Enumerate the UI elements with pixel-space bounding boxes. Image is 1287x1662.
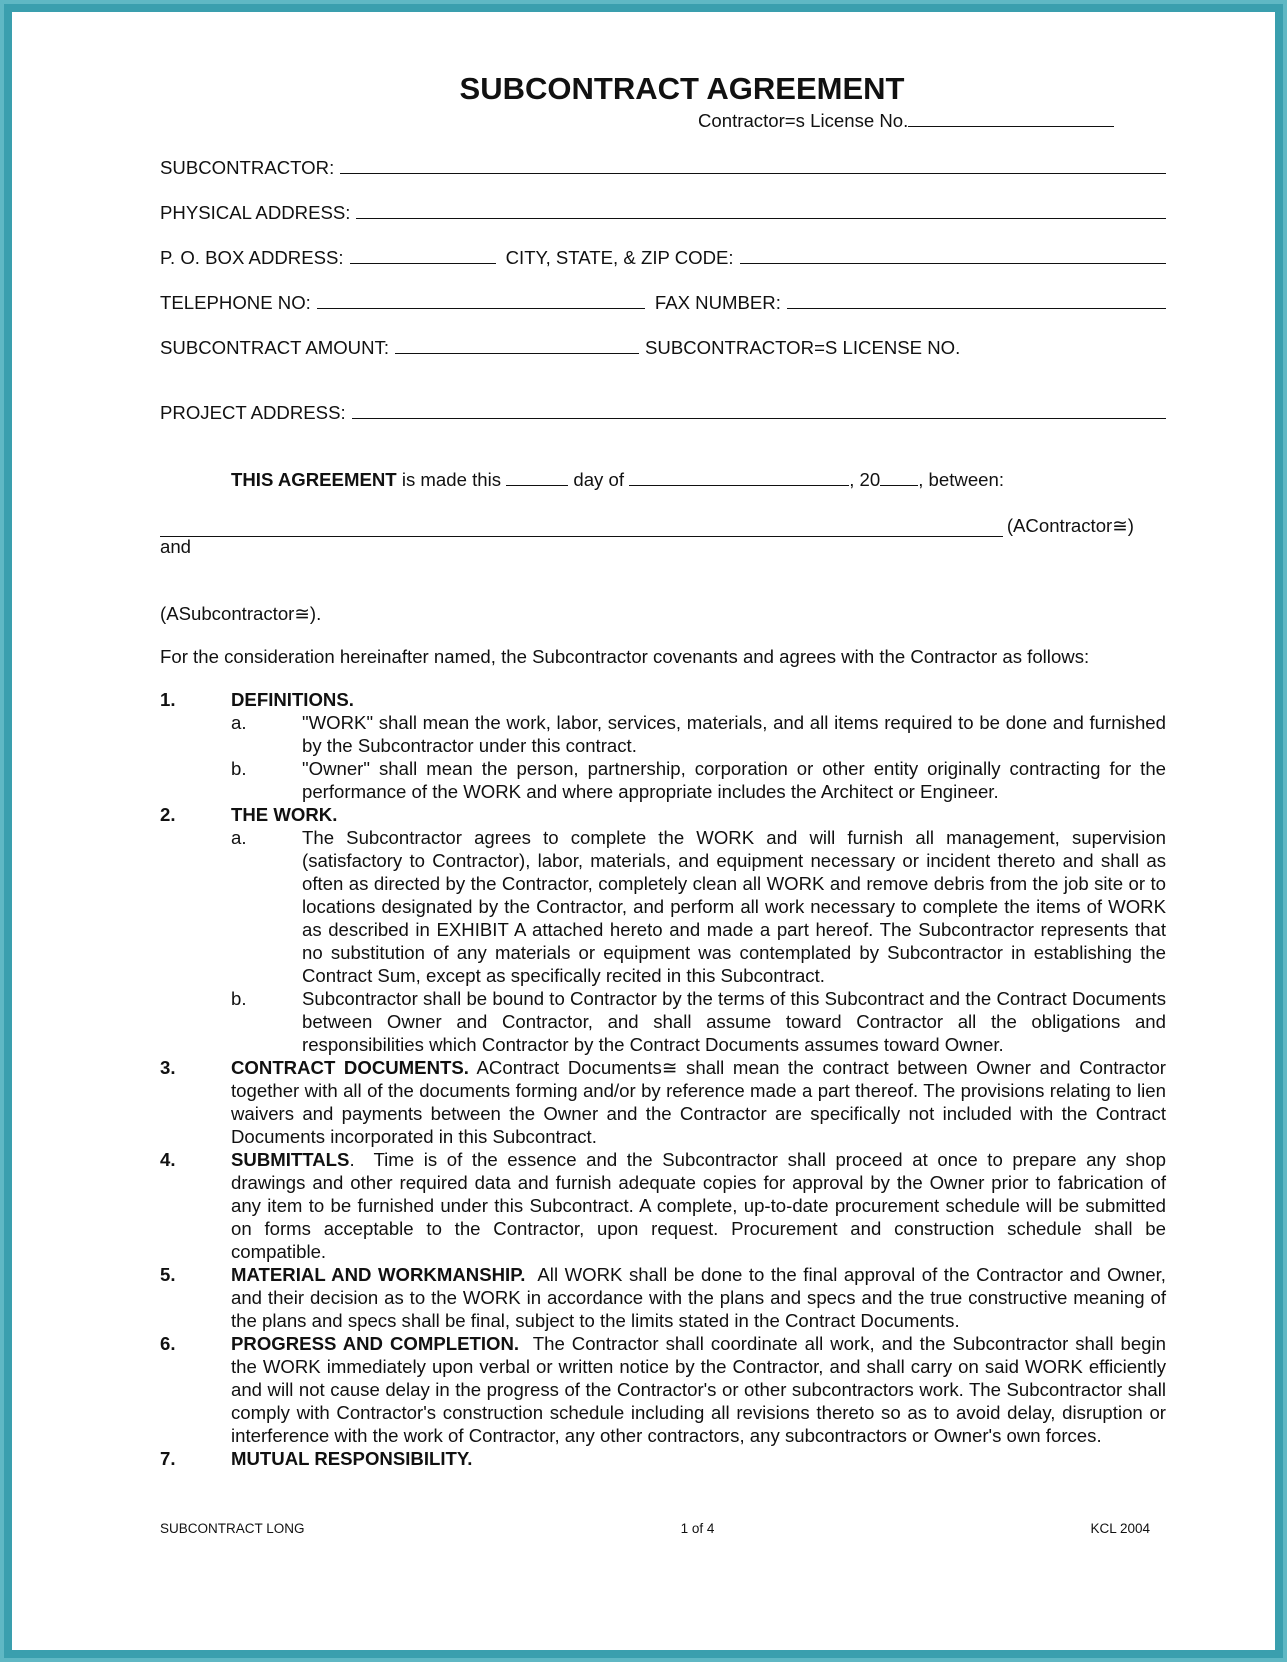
project-address-blank[interactable] xyxy=(352,401,1166,419)
contractor-license-label: Contractor=s License No. xyxy=(698,110,909,131)
page-frame xyxy=(4,4,1283,1658)
subsection xyxy=(231,987,1166,1056)
telephone-row xyxy=(160,291,1166,314)
consideration-paragraph: For the consideration hereinafter named, the Subcontractor covenants and agrees with the Contractor as follows: xyxy=(160,646,1090,667)
section-body xyxy=(231,1263,1172,1332)
page-footer xyxy=(160,1521,1150,1536)
telephone-label: TELEPHONE NO: xyxy=(160,292,311,313)
section-text: The Contractor shall coordinate all work, and the Subcontractor shall begin the WORK immediately upon verbal or written notice by the Contractor, and shall carry on said WORK efficiently and will not cause delay in the progress of the Contractor's or other subcontractors work. The Subcontractor shall comply with Contractor's construction schedule including all revisions thereto so as to avoid delay, disruption or interference with the work of Contractor, any other contractors, any subcontractors or Owner's own forces. xyxy=(231,1333,1172,1446)
section-6 xyxy=(160,1332,1172,1447)
sections-list xyxy=(160,688,1172,1470)
subcontractor-mark: (ASubcontractor≅). xyxy=(160,603,322,624)
subsection-letter: b. xyxy=(231,758,247,779)
section-title: MATERIAL AND WORKMANSHIP. xyxy=(231,1264,526,1285)
section-number: 6. xyxy=(160,1333,176,1354)
fax-label: FAX NUMBER: xyxy=(654,292,781,313)
subcontract-amount-label: SUBCONTRACT AMOUNT: xyxy=(160,337,389,358)
section-body xyxy=(231,1332,1172,1447)
section-number: 2. xyxy=(160,804,176,825)
agreement-line xyxy=(231,468,1166,491)
agreement-between: , between: xyxy=(918,469,1005,490)
subcontractor-field xyxy=(160,156,1166,179)
fax-blank[interactable] xyxy=(787,291,1166,309)
subcontractor-label: SUBCONTRACTOR: xyxy=(160,157,335,178)
section-number: 5. xyxy=(160,1264,176,1285)
agreement-lead: THIS AGREEMENT xyxy=(231,469,397,490)
section-7 xyxy=(160,1447,1166,1470)
footer-left: SUBCONTRACT LONG xyxy=(160,1521,305,1536)
city-state-zip-blank[interactable] xyxy=(740,246,1166,264)
section-title: PROGRESS AND COMPLETION. xyxy=(231,1333,520,1354)
physical-address-field xyxy=(160,201,1166,224)
section-body xyxy=(231,1447,1166,1470)
section-2 xyxy=(160,803,1166,826)
section-title: MUTUAL RESPONSIBILITY. xyxy=(231,1448,473,1469)
document-title: SUBCONTRACT AGREEMENT xyxy=(459,71,905,106)
subcontractor-license-label: SUBCONTRACTOR=S LICENSE NO. xyxy=(645,337,961,358)
and-text: and xyxy=(160,536,192,557)
section-body xyxy=(231,1148,1172,1263)
contractor-name-blank[interactable] xyxy=(160,519,1003,537)
section-text: . Time is of the essence and the Subcontractor shall proceed at once to prepare any shop drawings and other required data and furnish adequate copies for approval by the Owner prior to fabrication of any item to be furnished under this Subcontract. A complete, up-to-date procurement schedule will be submitted on forms acceptable to the Contractor, upon request. Procurement and construction schedule shall be compatible. xyxy=(231,1149,1172,1262)
section-body xyxy=(231,803,1166,826)
subsection-letter: a. xyxy=(231,827,247,848)
section-text: All WORK shall be done to the final approval of the Contractor and Owner, and their decision as to the WORK in accordance with the plans and specs and the true constructive meaning of the plans and specs shall be final, subject to the limits stated in the Contract Documents. xyxy=(231,1264,1172,1331)
section-title: CONTRACT DOCUMENTS. xyxy=(231,1057,469,1078)
po-box-row xyxy=(160,246,1166,269)
contractor-mark: (AContractor≅) xyxy=(1006,515,1134,536)
section-number: 3. xyxy=(160,1057,176,1078)
subsection-letter: b. xyxy=(231,988,247,1009)
telephone-blank[interactable] xyxy=(317,291,645,309)
subsection-text: The Subcontractor agrees to complete the WORK and will furnish all management, supervision (satisfactory to Contractor), labor, materials, and equipment necessary or incident thereto and shall as often as directed by the Contractor, completely clean all WORK and remove debris from the job site or to locations designated by the Contractor, and perform all work necessary to complete the items of WORK as described in EXHIBIT A attached hereto and made a part hereof. The Subcontractor represents that no substitution of any materials or equipment was contemplated by Subcontractor in establishing the Contract Sum, except as specifically recited in this Subcontract. xyxy=(302,827,1166,986)
section-number: 7. xyxy=(160,1448,176,1469)
section-5 xyxy=(160,1263,1172,1332)
subsection xyxy=(231,826,1166,987)
agreement-day-blank[interactable] xyxy=(506,468,568,486)
subsection-text: "Owner" shall mean the person, partnership, corporation or other entity originally contracting for the performance of the WORK and where appropriate includes the Architect or Engineer. xyxy=(302,758,1166,802)
contractor-license-line xyxy=(698,109,1166,132)
physical-address-label: PHYSICAL ADDRESS: xyxy=(160,202,351,223)
section-body xyxy=(231,1056,1172,1148)
section-title: DEFINITIONS. xyxy=(231,689,354,710)
footer-page-number: 1 of 4 xyxy=(680,1521,715,1536)
agreement-day-of: day of xyxy=(573,469,625,490)
section-title: THE WORK. xyxy=(231,804,338,825)
physical-address-blank[interactable] xyxy=(356,201,1166,219)
agreement-month-blank[interactable] xyxy=(629,468,849,486)
section-4 xyxy=(160,1148,1172,1263)
subsection xyxy=(231,711,1166,757)
section-number: 1. xyxy=(160,689,176,710)
subcontractor-blank[interactable] xyxy=(340,156,1166,174)
section-number: 4. xyxy=(160,1149,176,1170)
po-box-blank[interactable] xyxy=(350,246,496,264)
po-box-label: P. O. BOX ADDRESS: xyxy=(160,247,344,268)
footer-right: KCL 2004 xyxy=(1090,1521,1150,1536)
subsection-text: "WORK" shall mean the work, labor, services, materials, and all items required to be done and furnished by the Subcontractor under this contract. xyxy=(302,712,1166,756)
project-address-label: PROJECT ADDRESS: xyxy=(160,402,346,423)
section-1 xyxy=(160,688,1166,711)
contractor-license-blank[interactable] xyxy=(908,109,1114,127)
section-body xyxy=(231,688,1166,711)
subsection-letter: a. xyxy=(231,712,247,733)
city-state-zip-label: CITY, STATE, & ZIP CODE: xyxy=(505,247,734,268)
agreement-made-this: is made this xyxy=(401,469,502,490)
agreement-year-prefix: , 20 xyxy=(849,469,881,490)
subcontract-amount-row xyxy=(160,336,1166,359)
subsection xyxy=(231,757,1166,803)
subsection-text: Subcontractor shall be bound to Contractor by the terms of this Subcontract and the Contract Documents between Owner and Contractor, and shall assume toward Contractor all the obligations and responsibilities which Contractor by the Contract Documents assumes toward Owner. xyxy=(302,988,1166,1055)
section-title: SUBMITTALS xyxy=(231,1149,350,1170)
project-address-field xyxy=(160,401,1166,424)
section-3 xyxy=(160,1056,1172,1148)
subcontract-amount-blank[interactable] xyxy=(395,336,639,354)
agreement-year-blank[interactable] xyxy=(880,468,918,486)
document-page xyxy=(12,12,1275,1650)
contractor-name-row xyxy=(160,514,1134,537)
section-text: AContract Documents≅ shall mean the contract between Owner and Contractor together with all of the documents forming and/or by reference made a part thereof. The provisions relating to lien waivers and payments between the Owner and the Contractor are specifically not included with the Contract Documents incorporated in this Subcontract. xyxy=(231,1057,1172,1147)
document-content xyxy=(160,52,1172,1470)
